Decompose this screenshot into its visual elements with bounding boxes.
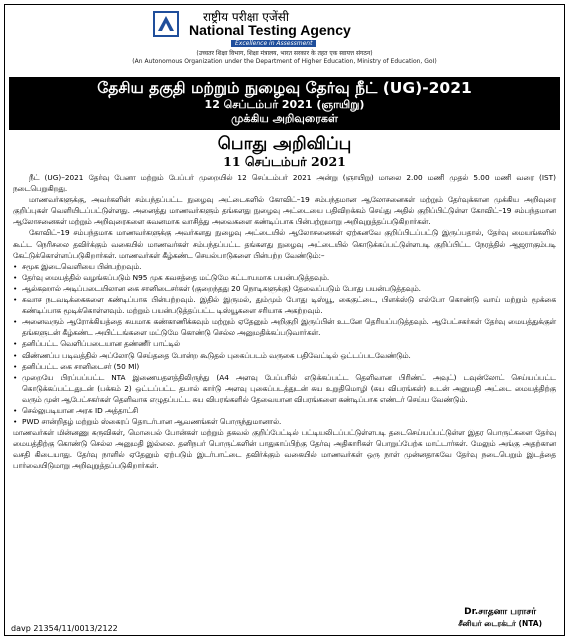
paragraph-prohibited-items: மாணவர்கள் மின்னணு கருவிகள், மொபைல் போன்கள் மற்றும் தகவல் குறிப்பேட்டில் பட்டியலிடப்பட்டுள்ளபடி தடைசெய்யப்பட்டுள்ள இதர பொருட்களை தேர்வு மையத்திற்கு கொண்டு செல்ல அனுமதி இல்லை. தனிநபர் பொருட்களின் பாதுகாப்பிற்கு தேர்வு அதிகாரிகள் பொறுப்பேற்க மாட்டார்கள். மேலும் அங்கு அதற்கான வசதி கிடையாது. தேர்வு நாளில் ஏதேனும் ஏற்படும் இடர்பாட்டை தவிர்க்கும் வகையில் மாணவர்கள் ஒரு நாள் முன்னதாகவே தேர்வு நடைபெறும் இடத்தை பார்வையிடுமாறு அறிவுறுத்தப்படுகிறார்கள்.	[13, 428, 556, 471]
list-item: • அனைவரும் ஆரோக்கியத்தை சுயமாக கண்காணிக்கவும் மற்றும் ஏதேனும் அறிகுறி இருப்பின் உடனே தெரியப்படுத்தவும். ஆபேட்சகர்கள் தேர்வு மையத்துக்குள் தங்களுடன் கீழ்கண்ட அயிட்டங்களை மட்டுமே கொண்டு செல்ல அனுமதிக்கப்படுவார்கள்.	[13, 317, 556, 338]
signatory-designation: சீனியர் டைரக்டர் (NTA)	[458, 619, 542, 628]
list-item: • முறையே பிரப்பப்பட்ட NTA இணையதளத்திலிருந்து (A4 அளவு பேப்பரில் எடுக்கப்பட்ட தெளிவான பிரிண்ட் அவுட்) டவுன்லோட் செய்யப்பட்ட கொடுக்கப்பட்டதுடன் (பக்கம் 2) ஒட்டப்பட்ட தபால் கார்டு அளவு புகைப்படத்துடன் சுய உறுதிமொழி (சுய விபரங்கள்) உடன் அனுமதி அட்டை மையத்திற்கு வரும் முன் ஆபேட்சகர்கள் தெளிவாக எழுதப்பட்ட சுய விபரங்களில் தேவையான விபரங்களை கண்டிப்பாக எண்டர் செய்ய வேண்டும்.	[13, 372, 556, 404]
paragraph-exam-schedule: நீட் (UG)–2021 தேர்வு பேனா மற்றும் பேப்பர் முறையில் 12 செப்டம்பர் 2021 அன்று (ஞாயிறு) மாலை 2.00 மணி முதல் 5.00 மணி வரை (IST) நடைபெறுகிறது.	[13, 173, 556, 194]
signature-block	[458, 607, 542, 629]
english-subtitle: (An Autonomous Organization under the Department of Higher Education, Ministry of Education, GoI)	[132, 58, 437, 65]
list-item: • தனிப்பட்ட கை சானிடைசர் (50 Ml)	[13, 361, 140, 371]
nta-emblem-icon	[153, 11, 179, 37]
list-item: • விண்ணப்ப படிவத்தில் அப்லோடு செய்ததை போன்ற கூடுதல் புகைப்படம் வருகை பதிவேட்டில் ஒட்டப்படவேண்டும்.	[13, 350, 411, 360]
davp-code: davp 21354/11/0013/2122	[11, 624, 118, 633]
header	[5, 5, 564, 77]
list-item: • தேர்வு மையத்தில் வழங்கப்படும் N95 முக கவசத்தை மட்டுமே கட்டாயமாக பயன்படுத்தவும்.	[13, 272, 330, 282]
title-banner	[9, 77, 560, 130]
agency-hindi-name: राष्ट्रीय परीक्षा एजेंसी	[203, 10, 290, 24]
list-item: • PWD சான்றிதழ் மற்றும் ஸ்கைரப் தொடர்பான ஆவணங்கள் பொருந்துமானால்.	[13, 417, 282, 427]
banner-subtitle: முக்கிய அறிவுரைகள்	[231, 112, 338, 125]
list-item: • சுவாச நடவடிக்கைகளை கண்டிப்பாக பின்பற்றவும். இதில் இருமல், தும்மும் போது டிஸ்யூ, கைகுட்டை, பிளக்ஸ்டு எல்போ கொண்டு வாய் மற்றும் மூக்கை கண்டிப்பாக மூடிக்கொள்ளவும். மற்றும் பயன்படுத்தப்பட்ட டிஸ்யூகளை சரியாக அகற்றவும்.	[13, 295, 556, 316]
exam-title: தேசிய தகுதி மற்றும் நுழைவு தேர்வு நீட் (UG)-2021	[97, 79, 472, 97]
list-item: • ஆல்கஹால் அடிப்படையிலான கை சானிடைசர்கள் (குறைந்தது 20 நொடிகளுக்கு) தேவைப்படும் போது பயன்படுத்தவும்.	[13, 283, 421, 293]
agency-tagline: Excellence in Assessment	[231, 40, 316, 47]
hindi-subtitle: (उच्चतर शिक्षा विभाग, शिक्षा मंत्रालय, भारत सरकार के तहत एक स्वायत्त संगठन)	[196, 50, 373, 57]
instruction-list	[13, 261, 556, 427]
signatory-name: Dr.சாதனா பராசர்	[464, 607, 537, 617]
paragraph-admit-card: மாணவர்களுக்கு, அவர்களின் சம்பந்தப்பட்ட நுழைவு அட்டைகளில் கோவிட்–19 சம்பந்தமான ஆலோசனைகள் மற்றும் தேர்வுக்கான முக்கிய அறிவுரை குறிப்புகள் வெளியிடப்பட்டுள்ளது. அனைத்து மாணவர்களும் தங்களது நுழைவு அட்டையை பதிவிறக்கம் செய்து அதில் குறிப்பிட்டுள்ள கோவிட்–19 சம்பந்தமான ஆலோசனைகள் மற்றும் அறிவுரைகளை கவனமாக வாசித்து அவைகளை கண்டிப்பாக பின்பற்றுமாறு அறிவுறுத்தப்படுகிறார்கள்.	[13, 195, 556, 227]
notice-title: பொது அறிவிப்பு	[217, 134, 352, 154]
notice-date: 11 செப்டம்பர் 2021	[223, 154, 346, 169]
agency-name: National Testing Agency	[189, 22, 351, 38]
footer	[5, 607, 564, 635]
list-item: • தனிப்பட்ட வெளிப்படையான தண்ணீர் பாட்டில்	[13, 339, 181, 349]
notice-body	[5, 170, 564, 472]
list-item: • செல்லுபடியான அரசு ID அத்தாட்சி	[13, 405, 138, 415]
list-item: • சமூக இடைவெளியை பின்பற்றவும்.	[13, 261, 142, 271]
exam-date: 12 செப்டம்பர் 2021 (ஞாயிறு)	[204, 98, 365, 111]
notice-page	[4, 4, 565, 636]
paragraph-covid-guidelines: கோவிட்–19 சம்பந்தமாக மாணவர்களுக்கு அவர்களது நுழைவு அட்டையில் ஆலோசனைகள் ஏற்கனவே குறிப்பிடப்பட்டு இருப்பதால், தேர்வு மையங்களில் கூட்ட நெரிசலை தவிர்க்கும் வகையில் மாணவர்கள் சம்பந்தப்பட்ட தங்களது நுழைவு அட்டையில் கொடுக்கப்பட்டுள்ளபடி குறிப்பிட்ட நேரத்தில் ஆஜராகும்படி கேட்டுக்கொள்ளப்படுகிறார்கள். மாணவர்கள் கீழ்கண்ட செயல்பாடுகளை பின்பற்ற வேண்டும்:–	[13, 228, 556, 260]
